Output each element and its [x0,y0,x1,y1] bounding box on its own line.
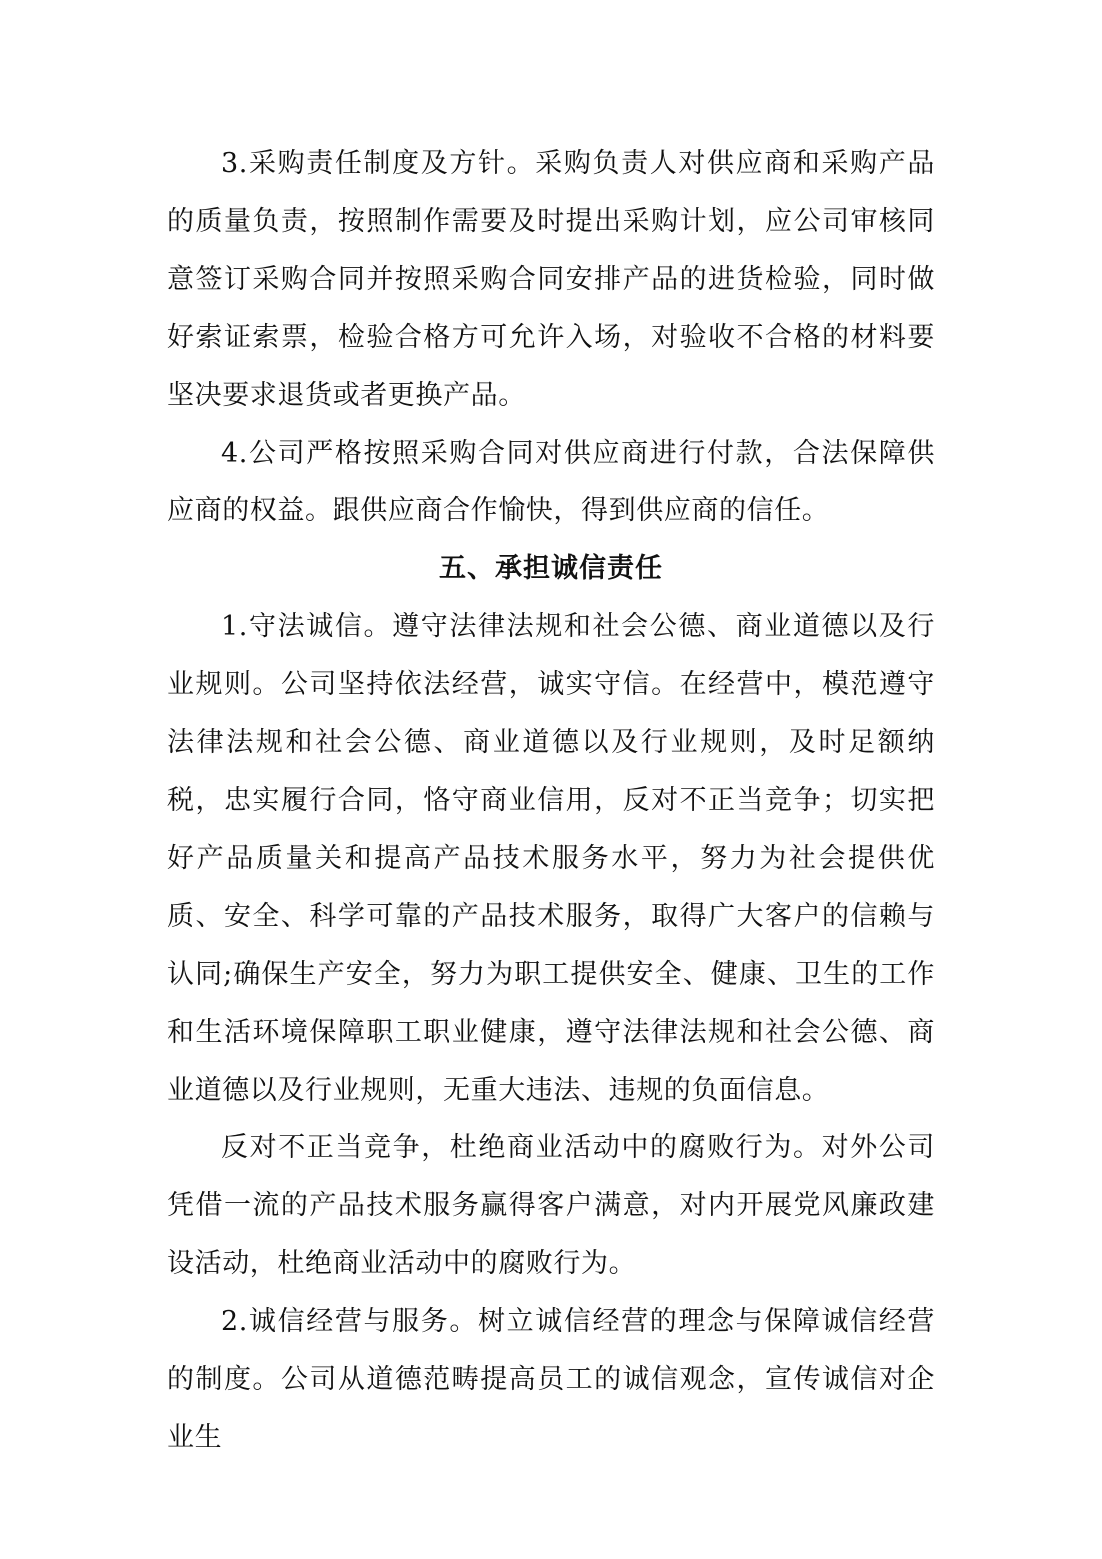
paragraph-integrity-operation: 2.诚信经营与服务。树立诚信经营的理念与保障诚信经营的制度。公司从道德范畴提高员工的诚信观念，宣传诚信对企业生 [167,1306,935,1453]
paragraph-supplier-payment: 4.公司严格按照采购合同对供应商进行付款，合法保障供应商的权益。跟供应商合作愉快，得到供应商的信任。 [167,437,935,527]
paragraph-anti-corruption: 反对不正当竞争，杜绝商业活动中的腐败行为。对外公司凭借一流的产品技术服务赢得客户满意，对内开展党风廉政建设活动，杜绝商业活动中的腐败行为。 [167,1132,935,1280]
section-heading: 五、承担诚信责任 [439,553,663,585]
paragraph-lawful-integrity: 1.守法诚信。遵守法律法规和社会公德、商业道德以及行业规则。公司坚持依法经营，诚实守信。在经营中，模范遵守法律法规和社会公德、商业道德以及行业规则，及时足额纳税，忠实履行合同，恪守商业信用，反对不正当竞争；切实把好产品质量关和提高产品技术服务水平，努力为社会提供优质、安全、科学可靠的产品技术服务，取得广大客户的信赖与认同;确保生产安全，努力为职工提供安全、健康、卫生的工作和生活环境保障职工职业健康，遵守法律法规和社会公德、商业道德以及行业规则，无重大违法、违规的负面信息。 [167,611,935,1106]
paragraph-procurement-responsibility: 3.采购责任制度及方针。采购负责人对供应商和采购产品的质量负责，按照制作需要及时提出采购计划，应公司审核同意签订采购合同并按照采购合同安排产品的进货检验，同时做好索证索票，检验合格方可允许入场，对验收不合格的材料要坚决要求退货或者更换产品。 [167,148,935,411]
document-page [167,135,935,1467]
